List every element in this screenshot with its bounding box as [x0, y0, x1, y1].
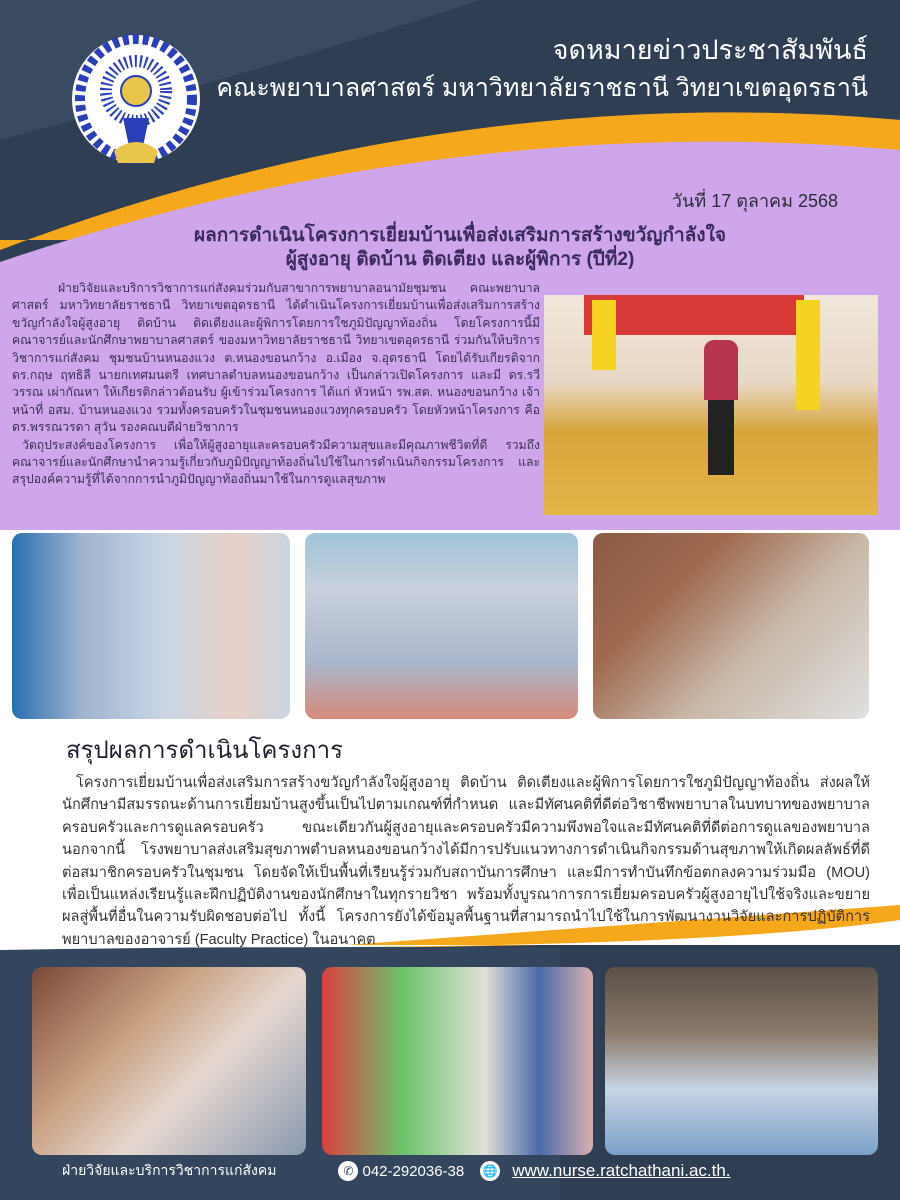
phone-icon: ✆	[338, 1161, 358, 1181]
objective-paragraph: วัตถุประสงค์ของโครงการ เพื่อให้ผู้สูงอายุและครอบครัวมีความสุขและมีคุณภาพชีวิตที่ดี รวมถึงคณาจารย์และนักศึกษานำความรู้เกี่ยวกับภูมิปัญญาท้องถิ่นไปใช้ในการดำเนินกิจกรรมโครงการ และสรุปองค์ความรู้ที่ได้จากการนำภูมิปัญญาท้องถิ่นมาใช้ในการดูแลสุขภาพ	[12, 437, 540, 487]
summary-paragraph: โครงการเยี่ยมบ้านเพื่อส่งเสริมการสร้างขวัญกำลังใจผู้สูงอายุ ติดบ้าน ติดเตียงและผู้พิการโดยการใชภูมิปัญญาท้องถิ่น ส่งผลให้นักศึกษามีสมรรถนะด้านการเยี่ยมบ้านสูงขึ้นเป็นไปตามเกณฑ์ที่กำหนด และมีทัศนคติที่ดีต่อวิชาชีพพยาบาลในบทบาทของพยาบาลครอบครัวและการดูแลครอบครัว ขณะเดียวกันผู้สูงอายุและครอบครัวมีความพึงพอใจและมีทัศนคติที่ดีต่อการดูแลของพยาบาล นอกจากนี้ โรงพยาบาลส่งเสริมสุขภาพตำบลหนองขอนกว้างได้มีการปรับแนวทางการดำเนินกิจกรรมด้านสุขภาพให้เกิดผลลัพธ์ที่ดีต่อสมาชิกครอบครัวในชุมชน โดยจัดให้เป็นพื้นที่เรียนรู้ร่วมกับสถาบันการศึกษา และมีการทำบันทึกข้อตกลงความร่วมมือ (MOU) เพื่อเป็นแหล่งเรียนรู้และฝึกปฏิบัติงานของนักศึกษาในทุกรายวิชา พร้อมทั้งบูรณาการการเยี่ยมครอบครัวผู้สูงอายุไปใช้จริงและขยายผลสู่พื้นที่อื่นในความรับผิดชอบต่อไป ทั้งนี้ โครงการยังได้ข้อมูลพื้นฐานที่สามารถนำไปใช้ในการพัฒนางานวิจัยและการปฏิบัติการพยาบาลของอาจารย์ (Faculty Practice) ในอนาคต	[62, 775, 870, 948]
article-headline	[60, 224, 860, 272]
publish-date: วันที่ 17 ตุลาคม 2568	[671, 191, 838, 211]
footer	[62, 1160, 731, 1182]
photo-exhibition-board	[322, 967, 593, 1155]
faculty-name: คณะพยาบาลศาสตร์ มหาวิทยาลัยราชธานี วิทยาเขตอุดรธานี	[216, 74, 868, 102]
intro-text	[12, 280, 540, 489]
headline-line-2: ผู้สูงอายุ ติดบ้าน ติดเตียง และผู้พิการ (ปีที่2)	[285, 249, 635, 270]
summary-title: สรุปผลการดำเนินโครงการ	[66, 737, 343, 764]
newsletter-title: จดหมายข่าวประชาสัมพันธ์	[552, 35, 868, 65]
footer-phone[interactable]	[338, 1161, 464, 1181]
summary-text	[62, 772, 870, 951]
photo-students-1	[12, 533, 290, 719]
photo-speaker	[544, 295, 878, 515]
university-logo	[68, 33, 204, 169]
website-url[interactable]: www.nurse.ratchathani.ac.th.	[512, 1161, 731, 1180]
photo-students-2	[305, 533, 578, 719]
photo-group	[605, 967, 878, 1155]
photo-community-meeting	[593, 533, 869, 719]
intro-paragraph: ฝ่ายวิจัยและบริการวิชาการแก่สังคมร่วมกับสาขาการพยาบาลอนามัยชุมชน คณะพยาบาลศาสตร์ มหาวิทยาลัยราชธานี วิทยาเขตอุดรธานี ได้ดำเนินโครงการเยี่ยมบ้านเพื่อส่งเสริมการสร้างขวัญกำลังใจผู้สูงอายุ ติดบ้าน ติดเตียงและผู้พิการโดยการใชภูมิปัญญาท้องถิ่น โดยโครงการนี้มีคณาจารย์และนักศึกษาพยาบาลศาสตร์ ของมหาวิทยาลัยราชธานี วิทยาเขตอุดรธานี ร่วมกันให้บริการวิชาการแก่สังคม ชุมชนบ้านหนองแวง ต.หนองขอนกว้าง อ.เมือง จ.อุดรธานี โดยได้รับเกียรติจาก ดร.กฤษ ฤทธิลี นายกเทศมนตรี เทศบาลตำบลหนองขอนกว้าง เป็นกล่าวเปิดโครงการ และมี ดร.รวีวรรณ เผ่ากัณหา ให้เกียรติกล่าวต้อนรับ ผู้เข้าร่วมโครงการ ได้แก่ หัวหน้า รพ.สต. หนองขอนกว้าง เจ้าหน้าที่ อสม. บ้านหนองแวง รวมทั้งครอบครัวในชุมชนหนองแวงทุกครอบครัว โดยหัวหน้าโครงการ คือ ดร.พรรณวรดา สุวัน รองคณบดีฝ่ายวิชาการ	[12, 281, 540, 435]
photo-home-visit	[32, 967, 306, 1155]
globe-icon: 🌐	[480, 1161, 500, 1181]
footer-website-link[interactable]	[480, 1161, 730, 1181]
headline-line-1: ผลการดำเนินโครงการเยี่ยมบ้านเพื่อส่งเสริมการสร้างขวัญกำลังใจ	[193, 225, 726, 246]
footer-department: ฝ่ายวิจัยและบริการวิชาการแก่สังคม	[62, 1162, 277, 1178]
phone-number: 042-292036-38	[362, 1162, 465, 1180]
